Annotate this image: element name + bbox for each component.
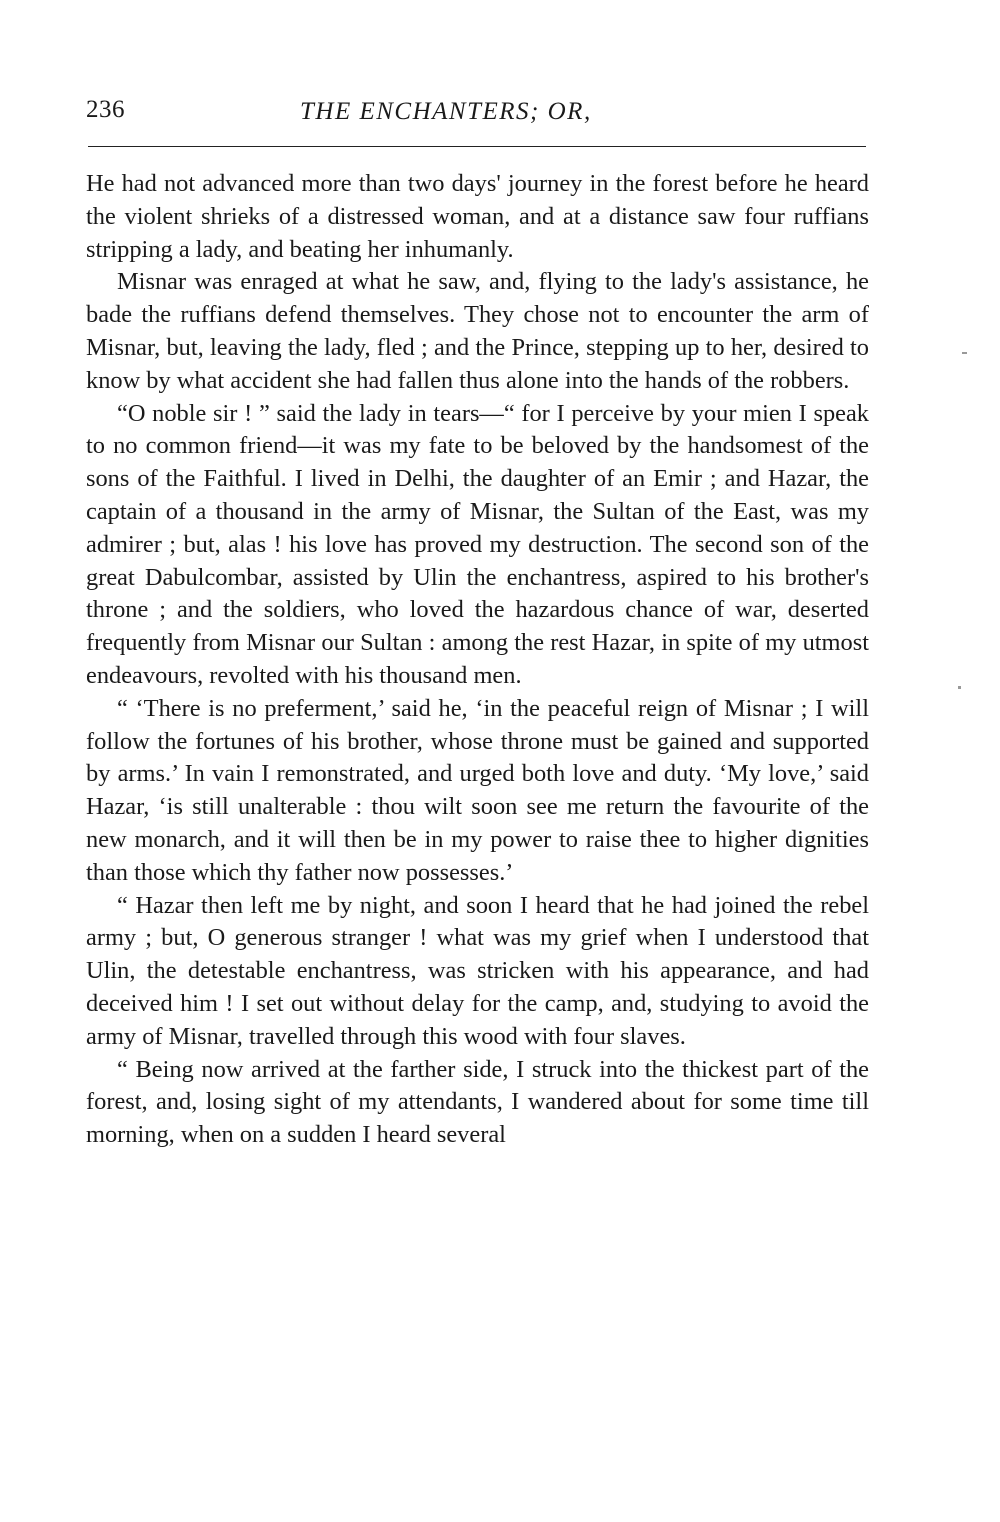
running-head-title: THE ENCHANTERS; OR, [300,98,592,125]
paragraph-3: “O noble sir ! ” said the lady in tears—“ for I perceive by your mien I speak to no common friend—it was my fate to be beloved by the handsomest of the sons of the Faithful. I lived in Delhi, the daughter of an Emir ; and Hazar, the captain of a thousand in the army of Misnar, the Sultan of the East, was my admirer ; but, alas ! his love has proved my destruction. The second son of the great Dabulcombar, assisted by Ulin the enchantress, aspired to his brother's throne ; and the soldiers, who loved the hazardous chance of war, deserted frequently from Misnar our Sultan : among the rest Hazar, in spite of my utmost endeavours, revolted with his thousand men. [86,399,869,689]
paragraph-2: Misnar was enraged at what he saw, and, flying to the lady's assistance, he bade the ruffians defend themselves. They chose not to encounter the arm of Misnar, but, leaving the lady, fled ; and the Prince, stepping up to her, desired to know by what accident she had fallen thus alone into the hands of the robbers. [86,268,869,394]
body-text [86,168,869,1152]
scan-speck [958,686,961,689]
scan-speck [962,352,967,354]
paragraph-1: He had not advanced more than two days' journey in the forest before he heard the violent shrieks of a distressed woman, and at a distance saw four ruffians stripping a lady, and beating her inhumanly. [86,170,869,263]
paragraph-5: “ Hazar then left me by night, and soon I heard that he had joined the rebel army ; but, O generous stranger ! what was my grief when I understood that Ulin, the detestable enchantress, was stricken with his appearance, and had deceived him ! I set out without delay for the camp, and, studying to avoid the army of Misnar, travelled through this wood with four slaves. [86,891,869,1050]
page-number: 236 [86,96,125,123]
paragraph-6: “ Being now arrived at the farther side, I struck into the thickest part of the forest, and, losing sight of my attendants, I wandered about for some time till morning, when on a sudden I heard several [86,1055,869,1149]
header-rule [88,146,866,147]
paragraph-4: “ ‘There is no preferment,’ said he, ‘in the peaceful reign of Misnar ; I will follow the fortunes of his brother, whose throne must be gained and supported by arms.’ In vain I remonstrated, and urged both love and duty. ‘My love,’ said Hazar, ‘is still unalterable : thou wilt soon see me return the favourite of the new monarch, and it will then be in my power to raise thee to higher dignities than those which thy father now possesses.’ [86,694,869,886]
